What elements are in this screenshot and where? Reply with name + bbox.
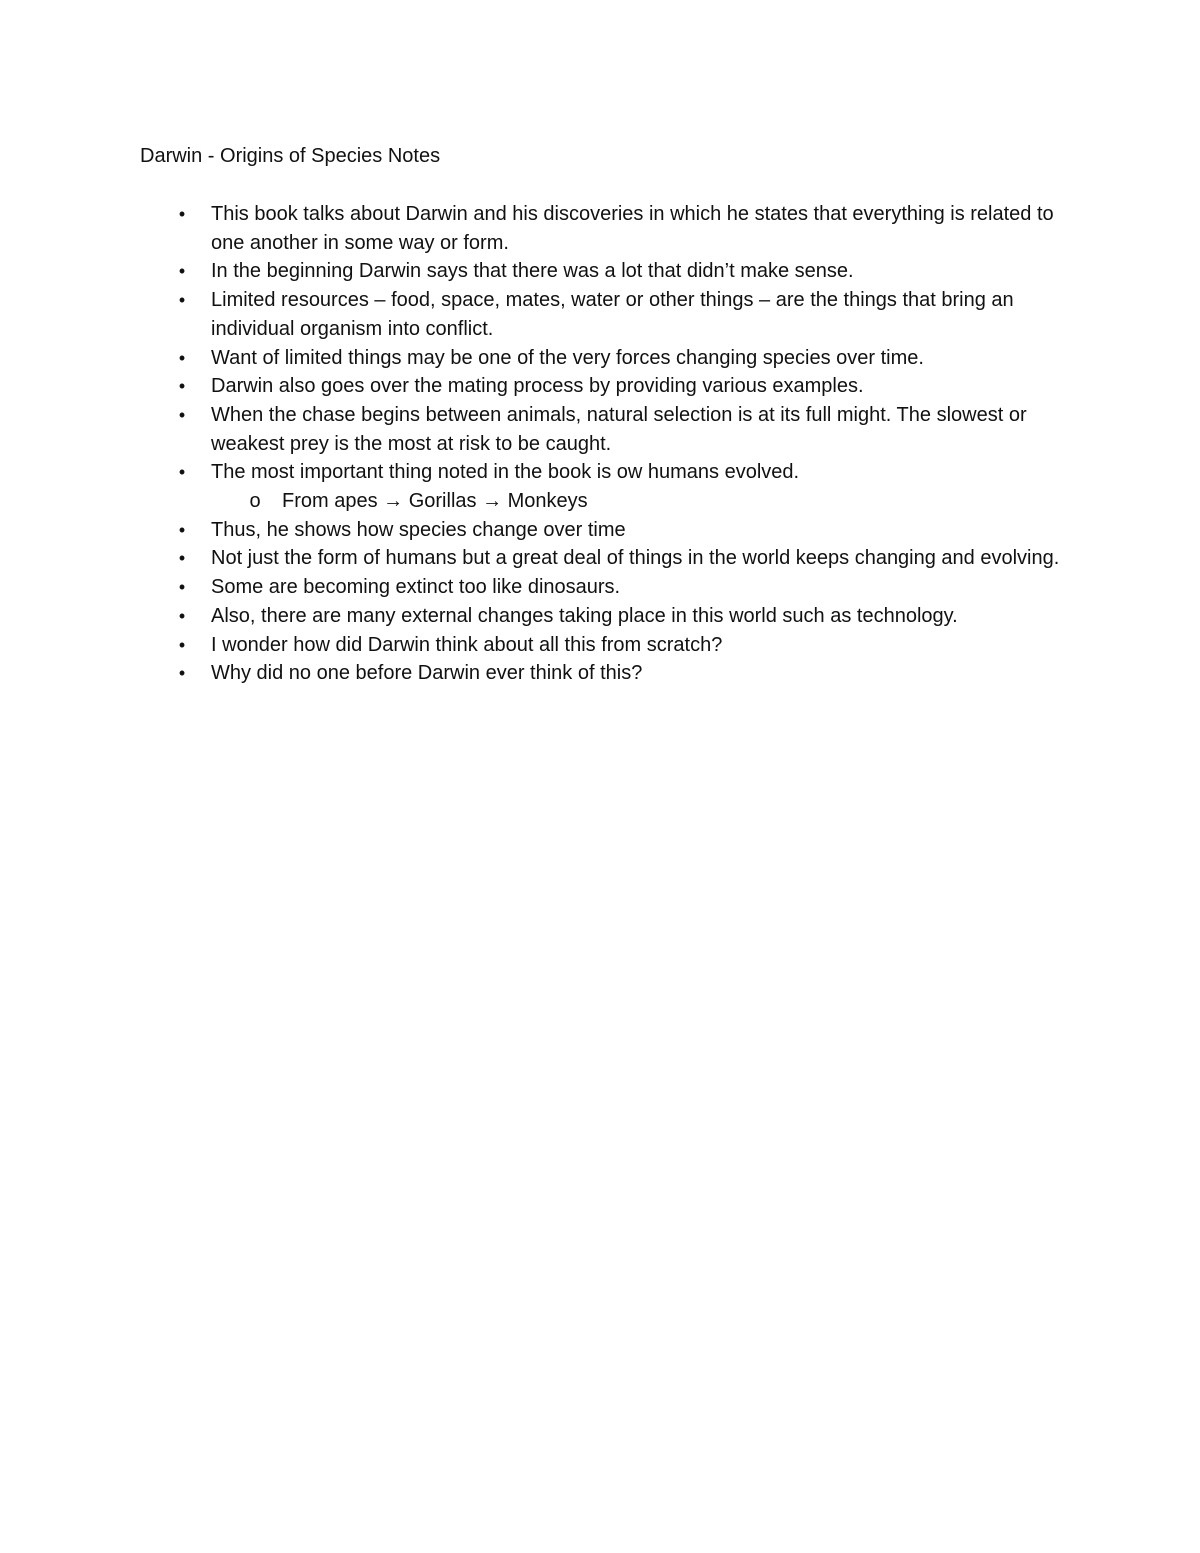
- list-item: [0, 372, 1061, 401]
- sub-note-part3: Monkeys: [507, 490, 588, 513]
- sub-note-part2: Gorillas: [408, 490, 477, 513]
- bullet-icon: •: [178, 462, 186, 483]
- bullet-icon: •: [178, 663, 186, 684]
- note-text: Limited resources – food, space, mates, water or other things – are the things that bring an individual organism into conflict.: [211, 289, 1014, 340]
- bullet-icon: •: [178, 634, 186, 655]
- list-item: [0, 200, 1061, 257]
- list-item: [0, 544, 1061, 573]
- bullet-icon: •: [178, 519, 186, 540]
- bullet-icon: •: [178, 577, 186, 598]
- note-text: The most important thing noted in the book is ow humans evolved.: [211, 461, 800, 484]
- bullet-icon: •: [178, 261, 186, 282]
- list-item: [0, 516, 1061, 545]
- right-arrow-icon: →: [482, 490, 503, 513]
- note-text: Some are becoming extinct too like dinosaurs.: [211, 576, 621, 599]
- note-text: Darwin also goes over the mating process by providing various examples.: [211, 375, 864, 398]
- list-item: [0, 631, 1061, 660]
- document-title: Darwin - Origins of Species Notes: [140, 145, 441, 167]
- circle-bullet-icon: o: [249, 490, 261, 513]
- note-text: When the chase begins between animals, natural selection is at its full might. The slowest or weakest prey is the most at risk to be caught.: [211, 403, 1027, 455]
- note-text: Thus, he shows how species change over time: [211, 518, 626, 541]
- notes-list: [0, 200, 1200, 688]
- note-text: In the beginning Darwin says that there was a lot that didn’t make sense.: [211, 260, 854, 283]
- list-item: [0, 602, 1061, 631]
- sub-list-item: [0, 487, 1062, 516]
- list-item: [0, 344, 1061, 373]
- bullet-icon: •: [178, 404, 186, 425]
- bullet-icon: •: [178, 204, 186, 224]
- sub-note-part1: From apes: [282, 490, 378, 513]
- list-item: [0, 286, 1061, 343]
- note-text: Not just the form of humans but a great deal of things in the world keeps changing and evolving.: [211, 547, 1060, 570]
- right-arrow-icon: →: [383, 490, 404, 513]
- list-item: [0, 458, 1061, 487]
- note-text: Want of limited things may be one of the very forces changing species over time.: [211, 346, 924, 369]
- list-item: [0, 257, 1061, 286]
- bullet-icon: •: [178, 347, 186, 368]
- list-item: [0, 401, 1061, 458]
- bullet-icon: •: [178, 605, 186, 626]
- list-item: [0, 659, 1061, 688]
- list-item: [0, 573, 1061, 602]
- bullet-icon: •: [178, 548, 186, 569]
- bullet-icon: •: [178, 290, 186, 311]
- bullet-icon: •: [178, 376, 186, 397]
- note-text: I wonder how did Darwin think about all this from scratch?: [211, 633, 723, 656]
- note-text: This book talks about Darwin and his discoveries in which he states that everything is related to one another in some way or form.: [211, 203, 1054, 254]
- note-text: Also, there are many external changes taking place in this world such as technology.: [211, 604, 958, 627]
- note-text: Why did no one before Darwin ever think of this?: [211, 662, 643, 685]
